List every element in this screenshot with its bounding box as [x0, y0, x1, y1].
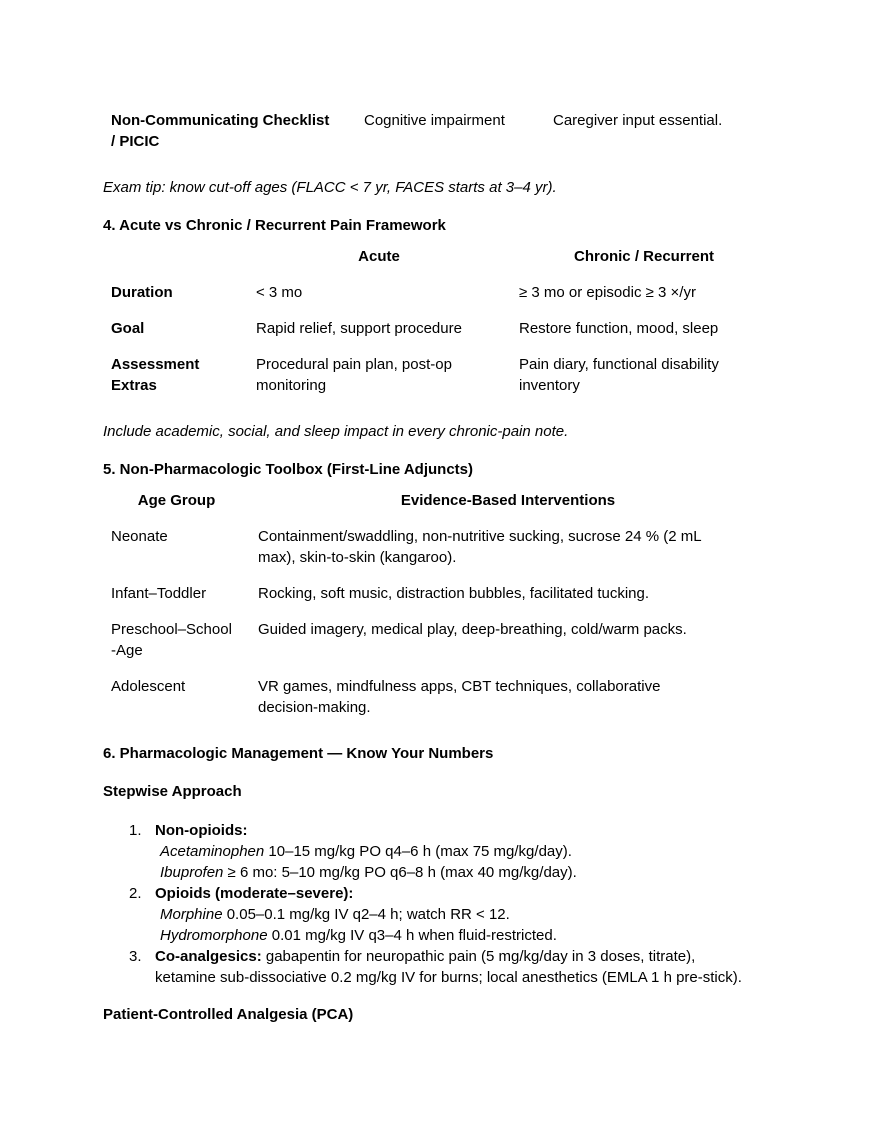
age-infant-toddler: Infant–Toddler — [111, 585, 207, 602]
section5-heading: 5. Non-Pharmacologic Toolbox (First-Line Adjuncts) — [103, 461, 474, 478]
row-label-goal: Goal — [111, 320, 145, 337]
tool-name-line2: / PICIC — [111, 133, 160, 150]
age-adolescent: Adolescent — [111, 678, 186, 695]
cell-assessment-acute — [256, 354, 452, 396]
step-title: Non-opioids: — [155, 822, 248, 839]
step-title: Opioids (moderate–severe): — [155, 885, 354, 902]
age-preschool-school-age — [111, 619, 232, 661]
exam-tip: Exam tip: know cut-off ages (FLACC < 7 yr, FACES starts at 3–4 yr). — [103, 179, 557, 196]
dose-line — [155, 904, 557, 925]
col-header-age-group: Age Group — [137, 492, 216, 509]
age-line2: -Age — [111, 642, 143, 659]
cell-line2: monitoring — [256, 377, 327, 394]
cell-goal-acute: Rapid relief, support procedure — [256, 320, 462, 337]
step-text-line2: ketamine sub-dissociative 0.2 mg/kg IV for burns; local anesthetics (EMLA 1 h pre-stick). — [155, 969, 742, 986]
dose-text: ≥ 6 mo: 5–10 mg/kg PO q6–8 h (max 40 mg/kg/day). — [223, 864, 577, 881]
dose-text: 0.01 mg/kg IV q3–4 h when fluid-restricted. — [267, 927, 557, 944]
cell-duration-acute: < 3 mo — [256, 284, 303, 301]
cell-line1: Pain diary, functional disability — [519, 356, 719, 373]
tool-name-line1: Non-Communicating Checklist — [111, 112, 330, 129]
cell-line1: Procedural pain plan, post-op — [256, 356, 452, 373]
pca-heading: Patient-Controlled Analgesia (PCA) — [103, 1006, 354, 1023]
interventions-line2: max), skin-to-skin (kangaroo). — [258, 549, 457, 566]
list-number: 1. — [129, 822, 142, 839]
section4-note: Include academic, social, and sleep impact in every chronic-pain note. — [103, 423, 569, 440]
row-label-assessment-extras — [111, 354, 199, 396]
drug-name: Morphine — [160, 906, 223, 923]
list-number: 3. — [129, 948, 142, 965]
stepwise-heading: Stepwise Approach — [103, 783, 242, 800]
col-header-acute: Acute — [358, 248, 400, 265]
age-neonate: Neonate — [111, 528, 168, 545]
step-text-line1 — [155, 946, 742, 967]
tool-name — [111, 110, 329, 152]
interventions-adolescent — [258, 676, 660, 718]
drug-name: Acetaminophen — [160, 843, 265, 860]
row-label-line2: Extras — [111, 377, 157, 394]
section4-heading: 4. Acute vs Chronic / Recurrent Pain Framework — [103, 217, 446, 234]
age-line1: Preschool–School — [111, 621, 232, 638]
section6-heading: 6. Pharmacologic Management — Know Your Numbers — [103, 745, 494, 762]
row-label-line1: Assessment — [111, 356, 200, 373]
interventions-preschool: Guided imagery, medical play, deep-breathing, cold/warm packs. — [258, 621, 687, 638]
dose-line — [155, 925, 557, 946]
interventions-neonate — [258, 526, 702, 568]
dose-text: 0.05–0.1 mg/kg IV q2–4 h; watch RR < 12. — [222, 906, 510, 923]
step-title: Co-analgesics: — [155, 948, 262, 965]
row-label-duration: Duration — [111, 284, 173, 301]
cell-goal-chronic: Restore function, mood, sleep — [519, 320, 719, 337]
dose-line — [155, 862, 577, 883]
list-number: 2. — [129, 885, 142, 902]
dose-text: 10–15 mg/kg PO q4–6 h (max 75 mg/kg/day). — [264, 843, 572, 860]
cell-assessment-chronic — [519, 354, 719, 396]
step-text: gabapentin for neuropathic pain (5 mg/kg/day in 3 doses, titrate), — [261, 948, 696, 965]
cell-duration-chronic: ≥ 3 mo or episodic ≥ 3 ×/yr — [519, 284, 696, 301]
drug-name: Hydromorphone — [160, 927, 268, 944]
cell-line2: inventory — [519, 377, 580, 394]
interventions-line2: decision-making. — [258, 699, 371, 716]
interventions-line1: VR games, mindfulness apps, CBT techniques, collaborative — [258, 678, 661, 695]
col-header-chronic: Chronic / Recurrent — [573, 248, 715, 265]
tool-population: Cognitive impairment — [364, 112, 505, 129]
drug-name: Ibuprofen — [160, 864, 224, 881]
col-header-interventions: Evidence-Based Interventions — [400, 492, 616, 509]
interventions-line1: Containment/swaddling, non-nutritive sucking, sucrose 24 % (2 mL — [258, 528, 702, 545]
dose-line — [155, 841, 577, 862]
interventions-infant-toddler: Rocking, soft music, distraction bubbles, facilitated tucking. — [258, 585, 650, 602]
tool-note: Caregiver input essential. — [553, 112, 723, 129]
